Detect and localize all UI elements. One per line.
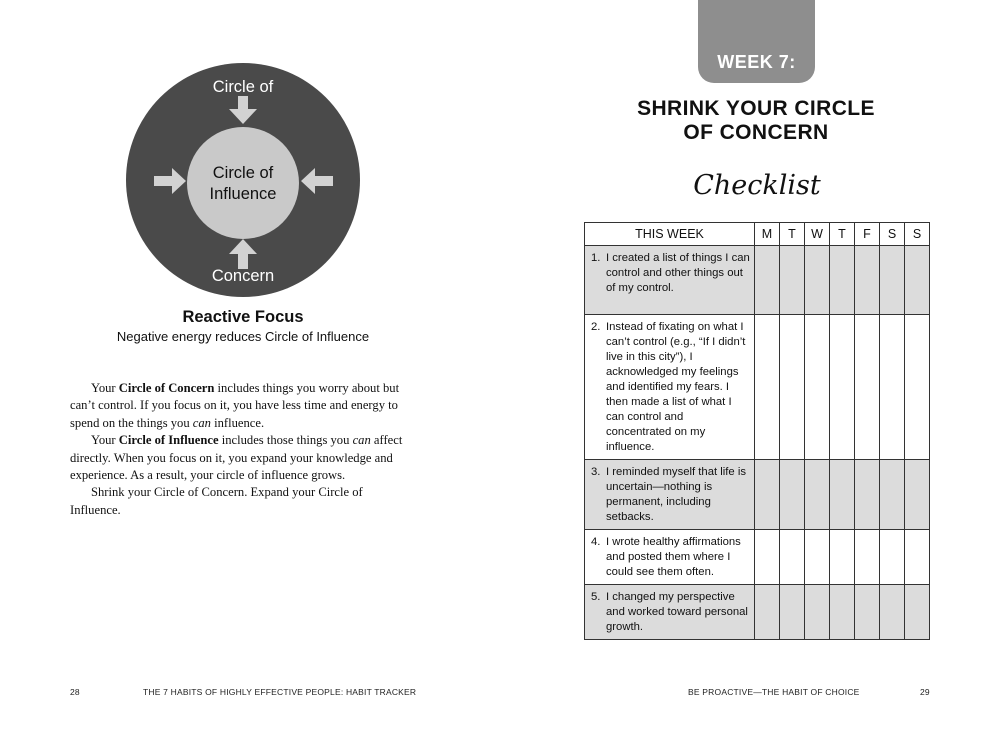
text-run: influence. xyxy=(210,415,265,430)
day-checkbox[interactable] xyxy=(880,246,905,315)
task-cell xyxy=(585,460,755,530)
text-run: Shrink your Circle of Concern. Expand your Circle of Influence. xyxy=(70,485,363,517)
day-checkbox[interactable] xyxy=(805,460,830,530)
day-checkbox[interactable] xyxy=(905,246,930,315)
text-run: Your xyxy=(91,381,119,395)
day-checkbox[interactable] xyxy=(755,246,780,315)
day-checkbox[interactable] xyxy=(830,460,855,530)
day-header: W xyxy=(805,223,830,246)
inner-label-line2: Influence xyxy=(209,185,277,203)
day-checkbox[interactable] xyxy=(830,585,855,640)
paragraph-influence xyxy=(70,432,415,484)
caption-title: Reactive Focus xyxy=(182,308,304,326)
week-tab: WEEK 7: xyxy=(698,0,815,83)
day-checkbox[interactable] xyxy=(905,315,930,460)
checklist-heading: Checklist xyxy=(693,170,821,201)
task-number: 4. xyxy=(591,536,601,548)
day-checkbox[interactable] xyxy=(755,585,780,640)
title-line1: SHRINK YOUR CIRCLE xyxy=(637,97,875,120)
day-checkbox[interactable] xyxy=(905,585,930,640)
day-checkbox[interactable] xyxy=(880,585,905,640)
day-checkbox[interactable] xyxy=(780,460,805,530)
paragraph-concern xyxy=(70,380,415,432)
day-header: S xyxy=(905,223,930,246)
day-checkbox[interactable] xyxy=(880,315,905,460)
task-text: Instead of fixating on what I can’t control (e.g., “If I didn’t live in this city”), I acknowledged my feelings and identified my fears. I then made a list of what I can control and concentrated on my influence. xyxy=(606,321,746,453)
task-cell xyxy=(585,246,755,315)
task-number: 5. xyxy=(591,591,601,603)
task-number: 1. xyxy=(591,252,601,264)
right-page xyxy=(500,0,1000,750)
footer-section-title: BE PROACTIVE—THE HABIT OF CHOICE xyxy=(688,687,860,697)
day-checkbox[interactable] xyxy=(805,585,830,640)
day-checkbox[interactable] xyxy=(905,530,930,585)
italic-term: can xyxy=(352,433,371,448)
task-text: I reminded myself that life is uncertain—nothing is permanent, including setbacks. xyxy=(606,466,747,523)
day-checkbox[interactable] xyxy=(830,530,855,585)
task-number: 3. xyxy=(591,466,601,478)
day-header: S xyxy=(880,223,905,246)
task-text: I changed my perspective and worked toward personal growth. xyxy=(606,591,748,633)
outer-top-label: Circle of xyxy=(212,78,274,96)
day-checkbox[interactable] xyxy=(780,585,805,640)
day-checkbox[interactable] xyxy=(780,530,805,585)
footer-page-number-right: 29 xyxy=(920,687,930,697)
day-checkbox[interactable] xyxy=(805,530,830,585)
header-this-week: THIS WEEK xyxy=(585,223,755,246)
day-checkbox[interactable] xyxy=(780,246,805,315)
task-text: I wrote healthy affirmations and posted them where I could see them often. xyxy=(606,536,741,578)
task-cell xyxy=(585,585,755,640)
day-checkbox[interactable] xyxy=(880,530,905,585)
day-checkbox[interactable] xyxy=(905,460,930,530)
table-row xyxy=(585,530,930,585)
day-checkbox[interactable] xyxy=(855,585,880,640)
day-checkbox[interactable] xyxy=(755,460,780,530)
day-checkbox[interactable] xyxy=(755,315,780,460)
outer-bottom-label: Concern xyxy=(211,267,275,285)
task-cell xyxy=(585,315,755,460)
circle-of-concern-diagram xyxy=(125,62,361,298)
caption-subtitle: Negative energy reduces Circle of Influence xyxy=(116,329,370,344)
day-header: T xyxy=(780,223,805,246)
day-checkbox[interactable] xyxy=(880,460,905,530)
day-checkbox[interactable] xyxy=(855,530,880,585)
circle-of-influence xyxy=(187,127,299,239)
footer-book-title: THE 7 HABITS OF HIGHLY EFFECTIVE PEOPLE: HABIT TRACKER xyxy=(143,687,417,697)
habit-checklist-table xyxy=(584,222,930,640)
table-header-row xyxy=(585,223,930,246)
day-checkbox[interactable] xyxy=(755,530,780,585)
day-header: F xyxy=(855,223,880,246)
task-cell xyxy=(585,530,755,585)
paragraph-shrink xyxy=(70,484,415,519)
task-text: I created a list of things I can control and other things out of my control. xyxy=(606,252,750,294)
inner-label-line1: Circle of xyxy=(212,164,274,182)
task-number: 2. xyxy=(591,321,601,333)
body-text xyxy=(70,380,415,519)
day-checkbox[interactable] xyxy=(805,315,830,460)
text-run: affect directly. When you focus on it, you expand your knowledge and experience. As a result, your circle of influence grows. xyxy=(70,433,403,483)
day-checkbox[interactable] xyxy=(830,246,855,315)
day-checkbox[interactable] xyxy=(855,315,880,460)
text-run: includes those things you xyxy=(218,433,353,448)
day-checkbox[interactable] xyxy=(855,460,880,530)
bold-term: Circle of Influence xyxy=(118,433,219,448)
page-title xyxy=(620,97,892,145)
day-checkbox[interactable] xyxy=(780,315,805,460)
day-header: T xyxy=(830,223,855,246)
footer-page-number-left: 28 xyxy=(70,687,80,697)
italic-term: can xyxy=(192,415,211,430)
title-line2: OF CONCERN xyxy=(683,121,829,144)
day-header: M xyxy=(755,223,780,246)
table-row xyxy=(585,315,930,460)
table-row xyxy=(585,585,930,640)
day-checkbox[interactable] xyxy=(830,315,855,460)
day-checkbox[interactable] xyxy=(805,246,830,315)
day-checkbox[interactable] xyxy=(855,246,880,315)
text-run: Your xyxy=(91,433,119,448)
bold-term: Circle of Concern xyxy=(118,381,215,395)
table-row xyxy=(585,460,930,530)
text-run: includes things you worry about but can’t control. If you focus on it, you have less time and energy to spend on the things you xyxy=(70,381,400,430)
table-row xyxy=(585,246,930,315)
